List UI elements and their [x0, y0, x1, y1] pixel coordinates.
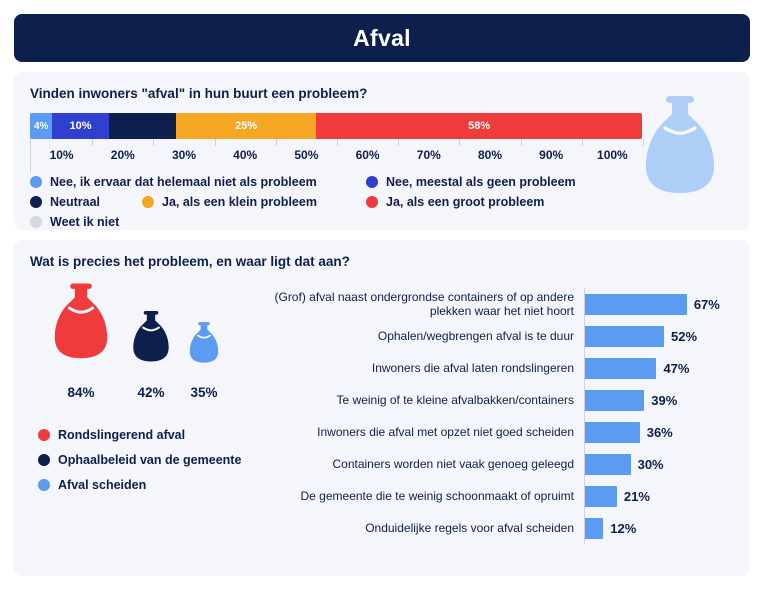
section-problem-perception [14, 72, 750, 230]
bar-row [272, 512, 746, 544]
bar-track [584, 480, 746, 512]
bar-value-label: 47% [663, 360, 690, 376]
axis-tick [398, 139, 399, 146]
bar-label: Inwoners die afval laten rondslingeren [371, 361, 574, 375]
section-2-legend [30, 428, 258, 492]
horizontal-bar-chart [272, 288, 746, 544]
bar-value-label: 12% [610, 520, 637, 536]
bar [585, 390, 644, 411]
bar-row [272, 352, 746, 384]
bar-label: Te weinig of te kleine afvalbakken/containers [336, 393, 574, 407]
bar-track [584, 448, 746, 480]
axis-tick [92, 139, 93, 146]
bar [585, 518, 603, 539]
section-1-title: Vinden inwoners "afval" in hun buurt een probleem? [30, 86, 368, 101]
waste-bag-icon [44, 274, 118, 375]
axis-tick-label: 20% [110, 148, 135, 162]
legend-item [30, 215, 140, 229]
legend-item [30, 175, 366, 189]
bar [585, 294, 687, 315]
legend-item [38, 453, 258, 467]
bar-track [584, 416, 746, 448]
bar [585, 326, 664, 347]
axis-tick-label: 80% [477, 148, 503, 162]
legend-item-label: Weet ik niet [50, 215, 120, 229]
legend-color-dot [366, 196, 378, 208]
legend-color-dot [366, 176, 378, 188]
bar-value-label: 67% [693, 296, 720, 312]
axis-tick [521, 139, 522, 146]
waste-bag-illustration [632, 94, 728, 198]
stacked-bar-segment: 25% [176, 113, 316, 139]
bar-value-label: 30% [637, 456, 664, 472]
section-2-left-column [30, 292, 258, 503]
section-problem-details [14, 240, 750, 576]
bar-row [272, 480, 746, 512]
bar-label: De gemeente die te weinig schoonmaakt of opruimt [300, 489, 574, 503]
axis-tick-label: 30% [171, 148, 197, 162]
bar [585, 358, 656, 379]
section-1-legend [30, 175, 642, 229]
axis-tick-label: 100% [597, 148, 628, 162]
bar-row [272, 384, 746, 416]
axis-tick [215, 139, 216, 146]
legend-item [38, 428, 258, 442]
bar-track [584, 384, 746, 416]
stacked-bar-segment: 10% [52, 113, 108, 139]
legend-item-label: Nee, ik ervaar dat helemaal niet als probleem [50, 175, 317, 189]
legend-item-label: Ja, als een klein probleem [162, 195, 317, 209]
stacked-bar [30, 113, 642, 139]
bar-track [584, 352, 746, 384]
bar [585, 486, 617, 507]
legend-color-dot [38, 479, 50, 491]
waste-bag-group [30, 292, 258, 400]
axis-tick [276, 139, 277, 146]
axis-tick-label: 70% [416, 148, 441, 162]
bar-label: (Grof) afval naast ondergrondse containers of op andere plekken waar het niet hoort [274, 290, 574, 318]
bar [585, 422, 640, 443]
legend-item [142, 195, 366, 209]
bar-value-label: 21% [623, 488, 650, 504]
axis-tick [153, 139, 154, 146]
waste-bag-icon [126, 304, 176, 375]
legend-color-dot [38, 454, 50, 466]
legend-item-label: Ja, als een groot probleem [386, 195, 545, 209]
legend-item [30, 195, 142, 209]
bar-value-label: 52% [671, 328, 698, 344]
waste-bag-percentage: 84% [67, 385, 95, 400]
bar-row [272, 448, 746, 480]
legend-item-label: Nee, meestal als geen probleem [386, 175, 576, 189]
axis-tick-label: 60% [355, 148, 380, 162]
waste-bag-stat [184, 316, 224, 400]
axis-tick [459, 139, 460, 146]
legend-item [366, 175, 642, 189]
waste-bag-percentage: 35% [190, 385, 218, 400]
stacked-bar-segment [109, 113, 176, 139]
axis-tick-label: 40% [233, 148, 258, 162]
legend-item [38, 478, 258, 492]
legend-item [366, 195, 556, 209]
waste-bag-stat [44, 274, 118, 400]
waste-bag-stat [126, 304, 176, 400]
legend-color-dot [142, 196, 154, 208]
legend-color-dot [38, 429, 50, 441]
bar-value-label: 36% [646, 424, 673, 440]
axis-tick-label: 10% [49, 148, 74, 162]
legend-item-label: Ophaalbeleid van de gemeente [58, 453, 242, 467]
legend-color-dot [30, 216, 42, 228]
waste-bag-icon [184, 316, 224, 375]
bar-track [584, 288, 746, 320]
bar-row [272, 288, 746, 320]
legend-item-label: Rondslingerend afval [58, 428, 186, 442]
legend-color-dot [30, 196, 42, 208]
page-title: Afval [353, 24, 411, 51]
bar-label: Onduidelijke regels voor afval scheiden [365, 521, 574, 535]
stacked-bar-chart [30, 113, 642, 173]
stacked-bar-axis [30, 139, 643, 173]
bar-label: Ophalen/wegbrengen afval is te duur [377, 329, 574, 343]
axis-tick-label: 50% [294, 148, 319, 162]
bar-track [584, 512, 746, 544]
bar-row [272, 320, 746, 352]
legend-item-label: Afval scheiden [58, 478, 147, 492]
stacked-bar-segment: 58% [316, 113, 642, 139]
page-header [14, 14, 750, 62]
section-2-title: Wat is precies het probleem, en waar ligt dat aan? [30, 254, 350, 269]
bar-value-label: 39% [651, 392, 678, 408]
axis-tick [337, 139, 338, 146]
stacked-bar-segment: 4% [30, 113, 52, 139]
bar-track [584, 320, 746, 352]
bar [585, 454, 631, 475]
legend-color-dot [30, 176, 42, 188]
bar-row [272, 416, 746, 448]
axis-tick-label: 90% [539, 148, 564, 162]
legend-item-label: Neutraal [50, 195, 101, 209]
axis-tick [582, 139, 583, 146]
bar-label: Containers worden niet vaak genoeg geleegd [332, 457, 574, 471]
waste-bag-percentage: 42% [137, 385, 165, 400]
bar-label: Inwoners die afval met opzet niet goed scheiden [317, 425, 574, 439]
